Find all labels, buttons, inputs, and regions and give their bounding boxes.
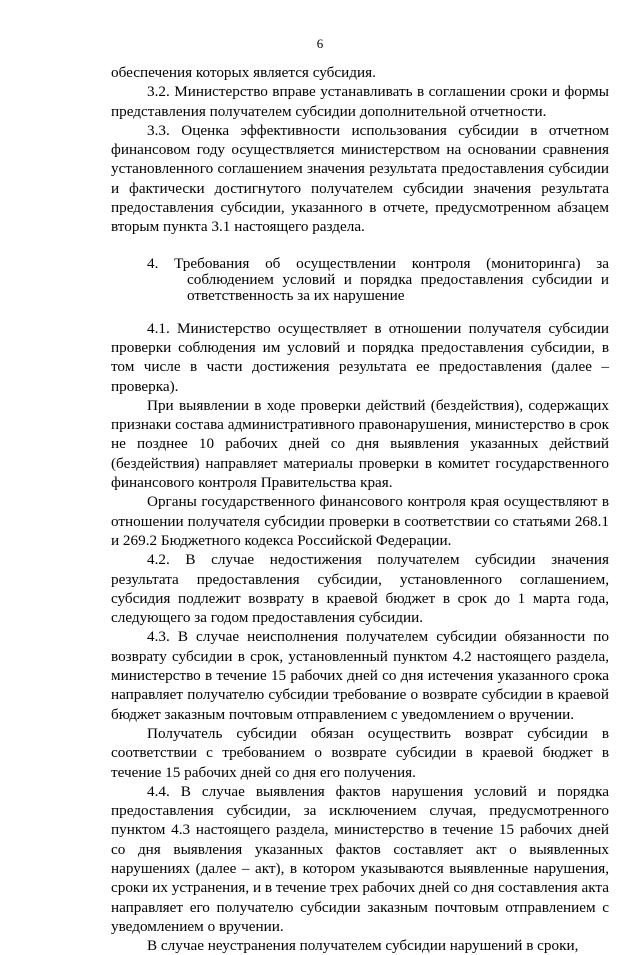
paragraph-4-1-violations: При выявлении в ходе проверки действий (бездействия), содержащих признаки состава административного правонарушения, министерство в срок не позднее 10 рабочих дней со дня выявления указанных действий (бездействия) направляет материалы проверки в комитет государственного финансового контроля Правительства края. xyxy=(111,396,609,492)
paragraph-4-3-return: Получатель субсидии обязан осуществить возврат субсидии в соответствии с требованием о возврате субсидии в краевой бюджет в течение 15 рабочих дней со дня его получения. xyxy=(111,724,609,781)
paragraph-continuation: обеспечения которых является субсидия. xyxy=(111,64,376,81)
page-number: 6 xyxy=(316,36,324,51)
section-heading: 4. Требования об осуществлении контроля (мониторинга) за соблюдением условий и порядка предоставления субсидии и ответственность за их нарушение xyxy=(147,254,609,304)
paragraph-4-1-control-bodies: Органы государственного финансового контроля края осуществляют в отношении получателя субсидии проверки в соответствии со статьями 268.1 и 269.2 Бюджетного кодекса Российской Федерации. xyxy=(111,493,609,549)
paragraph-3-3: 3.3. Оценка эффективности использования субсидии в отчетном финансовом году осуществляется министерством на основании сравнения установленного соглашением значения результата предоставления субсидии и фактически достигнутого получателем субсидии значения результата предоставления субсидии, указанного в отчете, предусмотренном абзацем вторым пункта 3.1 настоящего раздела. xyxy=(111,121,609,236)
paragraph-4-1: 4.1. Министерство осуществляет в отношении получателя субсидии проверки соблюдения им условий и порядка предоставления субсидии, в том числе в части достижения результата ее предоставления (далее – проверка). xyxy=(111,319,609,395)
document-body xyxy=(111,63,609,955)
paragraph-4-3: 4.3. В случае неисполнения получателем субсидии обязанности по возврату субсидии в срок, установленный пунктом 4.2 настоящего раздела, министерство в течение 15 рабочих дней со дня истечения указанного срока направляет получателю субсидии требование о возврате субсидии в краевой бюджет заказным почтовым отправлением с уведомлением о вручении. xyxy=(111,628,609,723)
paragraph-4-4: 4.4. В случае выявления фактов нарушения условий и порядка предоставления субсидии, за исключением случая, предусмотренного пунктом 4.3 настоящего раздела, министерство в течение 15 рабочих дней со дня выявления указанных фактов составляет акт о выявленных нарушениях (далее – акт), в котором указываются выявленные нарушения, сроки их устранения, и в течение трех рабочих дней со дня составления акта направляет его получателю субсидии заказным почтовым отправлением с уведомлением о вручении. xyxy=(111,782,609,935)
paragraph-4-4-non-elimination: В случае неустранения получателем субсидии нарушений в сроки, xyxy=(147,937,579,955)
paragraph-4-2: 4.2. В случае недостижения получателем субсидии значения результата предоставления субсидии, установленного соглашением, субсидия подлежит возврату в краевой бюджет в срок до 1 марта года, следующего за годом предоставления субсидии. xyxy=(111,551,609,627)
paragraph-3-2: 3.2. Министерство вправе устанавливать в соглашении сроки и формы представления получателем субсидии дополнительной отчетности. xyxy=(111,83,609,120)
